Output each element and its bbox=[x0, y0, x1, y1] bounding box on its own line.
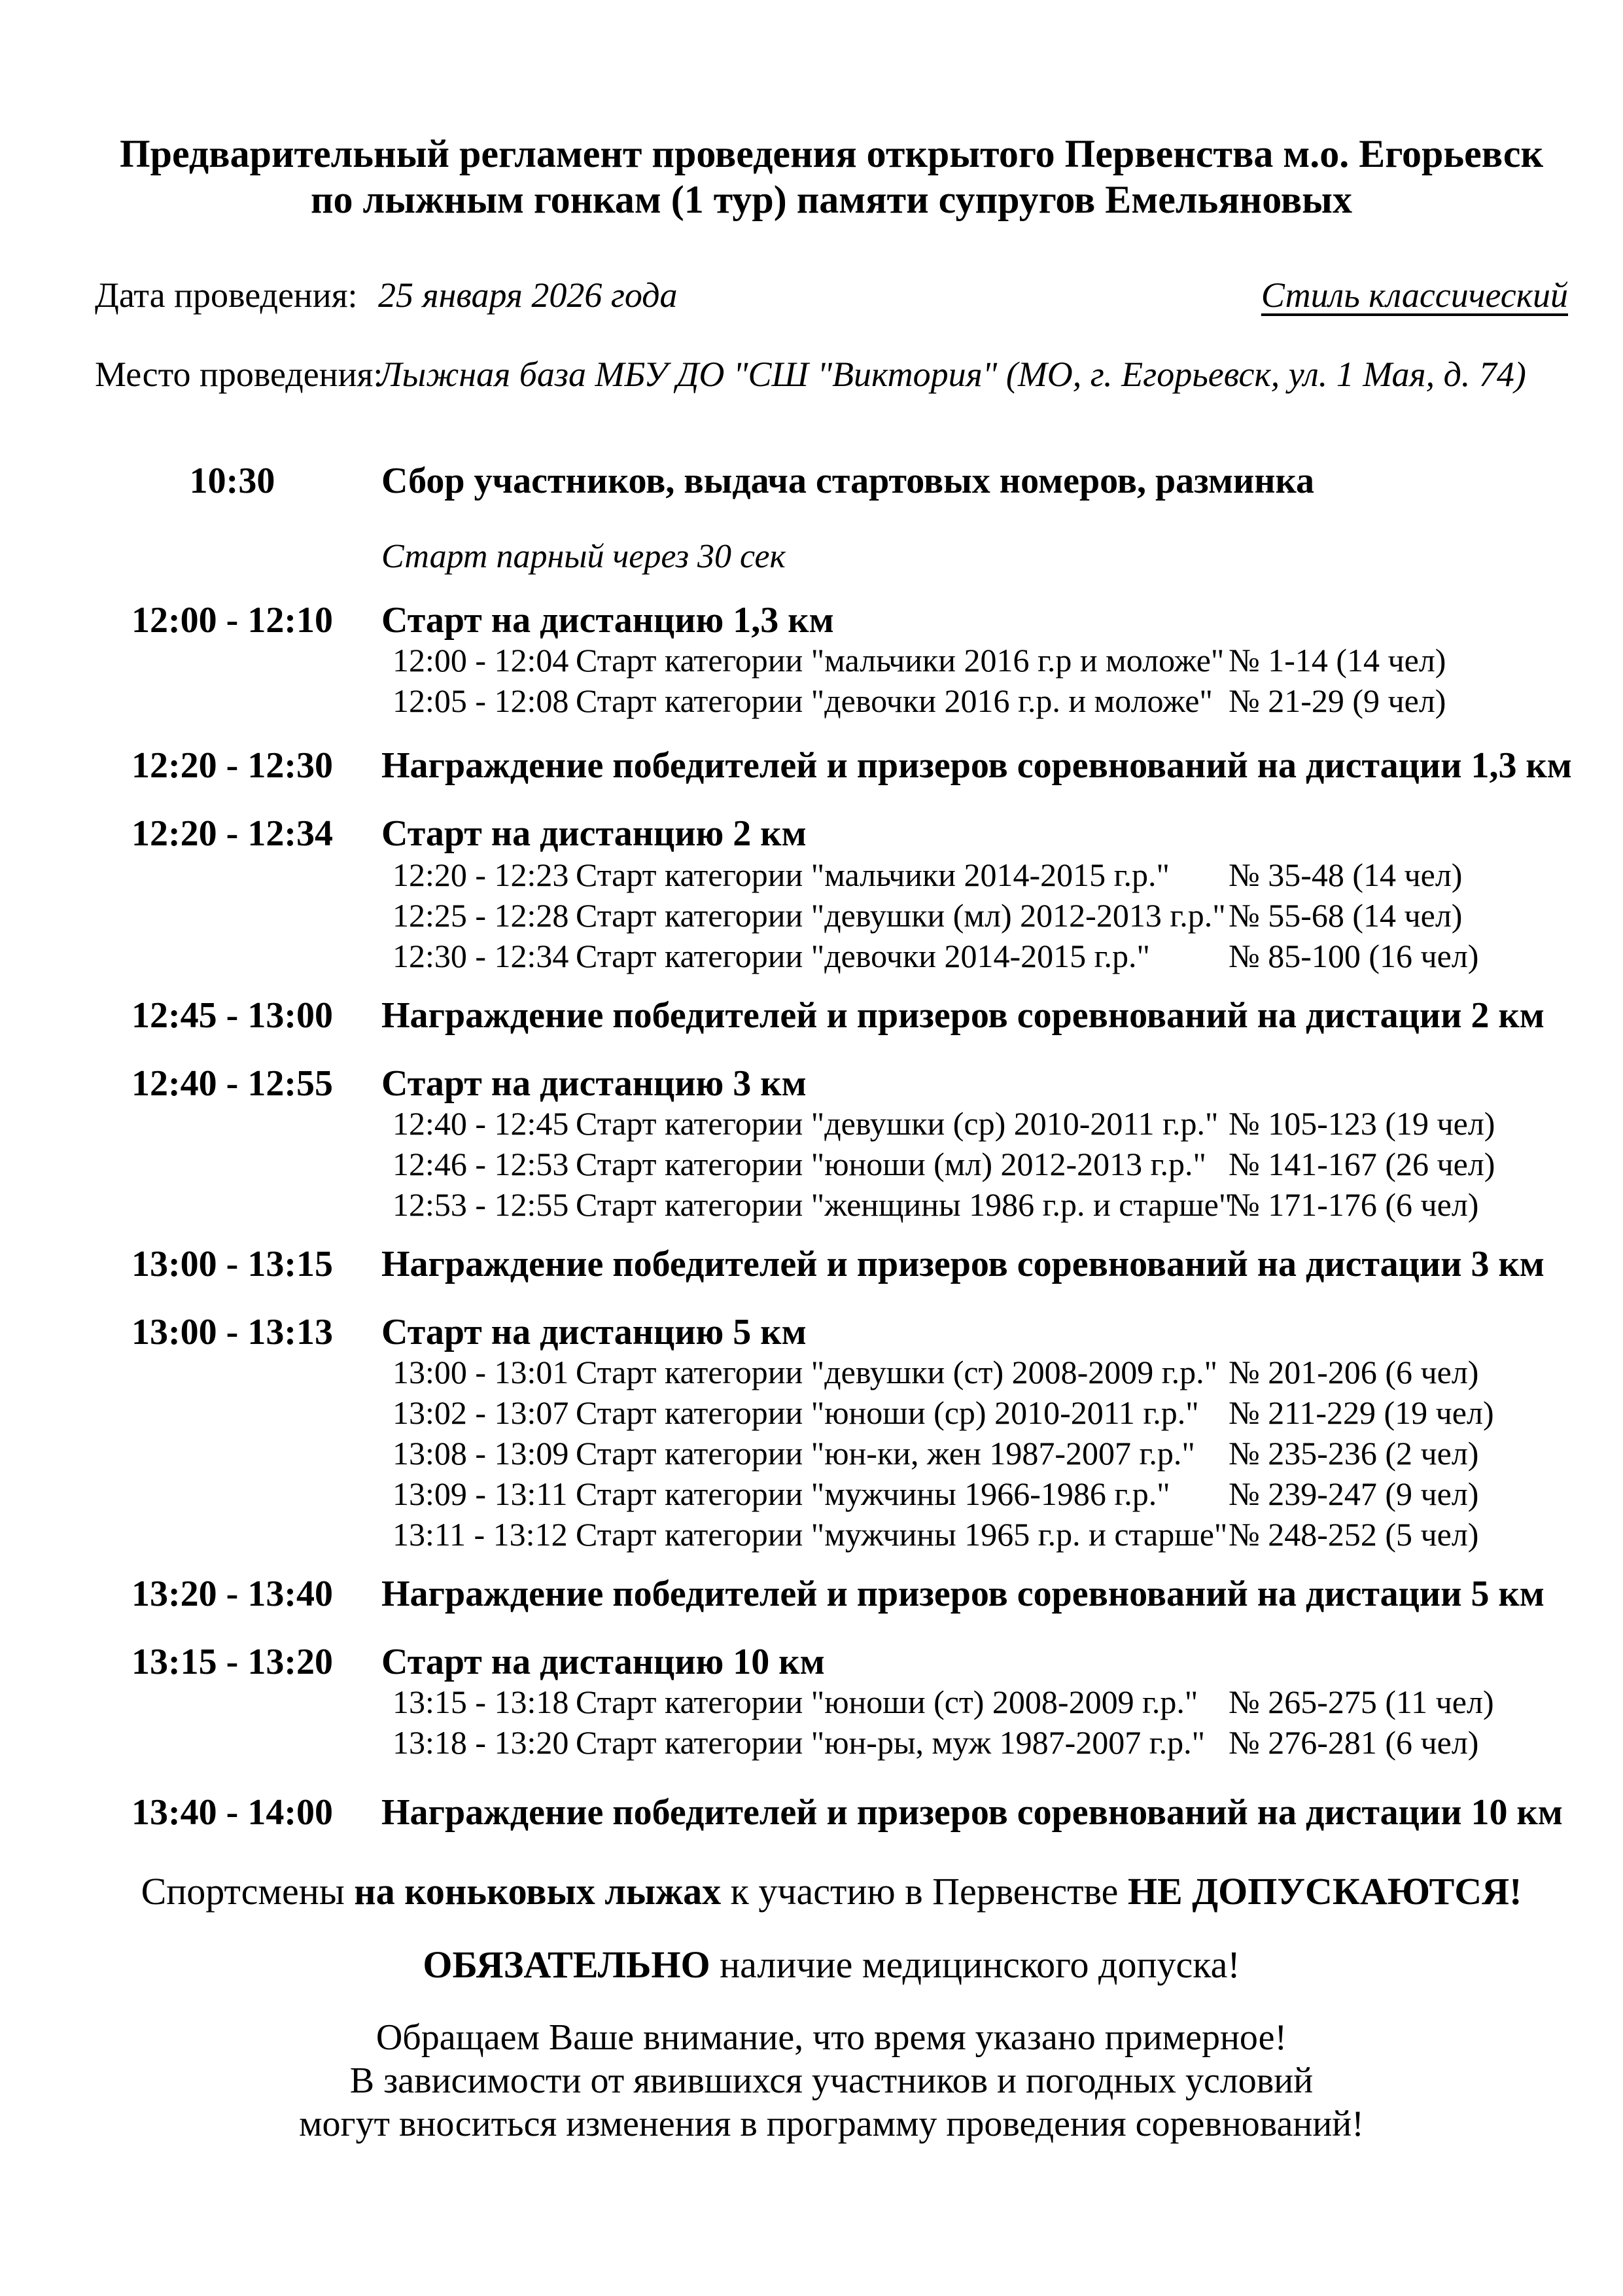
event-time: 13:20 - 13:40 bbox=[131, 1574, 333, 1614]
bib-numbers: № 265-275 (11 чел) bbox=[1229, 1684, 1494, 1720]
event-title: Старт на дистанцию 5 км bbox=[381, 1312, 807, 1352]
event-title: Старт на дистанцию 10 км bbox=[381, 1642, 825, 1682]
event-time: 13:00 - 13:13 bbox=[131, 1312, 333, 1352]
warning-text-bold: НЕ ДОПУСКАЮТСЯ! bbox=[1127, 1870, 1522, 1913]
warning-text-bold: ОБЯЗАТЕЛЬНО bbox=[423, 1943, 710, 1986]
event-time: 12:00 - 12:10 bbox=[131, 600, 333, 641]
category-time: 13:02 - 13:07 bbox=[393, 1394, 569, 1431]
event-title: Награждение победителей и призеров соревнований на дистации 10 км bbox=[381, 1792, 1563, 1833]
category-name: Старт категории "юноши (мл) 2012-2013 г.р." bbox=[576, 1146, 1206, 1182]
category-time: 13:11 - 13:12 bbox=[393, 1516, 568, 1553]
event-time: 12:20 - 12:34 bbox=[131, 813, 333, 854]
start-category-row bbox=[393, 1106, 1570, 1142]
bib-numbers: № 239-247 (9 чел) bbox=[1229, 1475, 1479, 1512]
bib-numbers: № 105-123 (19 чел) bbox=[1229, 1105, 1495, 1142]
warning-text: Спортсмены bbox=[141, 1870, 355, 1913]
venue-label: Место проведения: bbox=[95, 355, 383, 394]
category-time: 12:25 - 12:28 bbox=[393, 897, 569, 934]
event-time: 12:20 - 12:30 bbox=[131, 745, 333, 786]
category-time: 12:46 - 12:53 bbox=[393, 1146, 569, 1182]
schedule-row-start-10km bbox=[95, 1642, 1568, 1683]
event-title: Награждение победителей и призеров соревнований на дистации 2 км bbox=[381, 995, 1544, 1036]
category-time: 12:00 - 12:04 bbox=[393, 642, 569, 679]
start-category-row bbox=[393, 1146, 1570, 1182]
category-name: Старт категории "девушки (ст) 2008-2009 г.р." bbox=[576, 1354, 1218, 1390]
bib-numbers: № 201-206 (6 чел) bbox=[1229, 1354, 1479, 1390]
event-title: Старт на дистанцию 2 км bbox=[381, 813, 807, 854]
schedule-row-start-5km bbox=[95, 1313, 1568, 1353]
venue-value: Лыжная база МБУ ДО "СШ "Виктория" (МО, г. Егорьевск, ул. 1 Мая, д. 74) bbox=[378, 355, 1526, 394]
bib-numbers: № 276-281 (6 чел) bbox=[1229, 1724, 1479, 1761]
category-name: Старт категории "девочки 2016 г.р. и моложе" bbox=[576, 682, 1213, 719]
category-time: 12:30 - 12:34 bbox=[393, 938, 569, 974]
date-value: 25 января 2026 года bbox=[378, 275, 678, 315]
bib-numbers: № 35-48 (14 чел) bbox=[1229, 857, 1463, 893]
bib-numbers: № 85-100 (16 чел) bbox=[1229, 938, 1479, 974]
start-category-row bbox=[393, 898, 1570, 934]
pair-start-note: Старт парный через 30 сек bbox=[381, 538, 786, 575]
category-name: Старт категории "юноши (ст) 2008-2009 г.р." bbox=[576, 1684, 1198, 1720]
start-category-row bbox=[393, 643, 1570, 679]
event-title: Награждение победителей и призеров соревнований на дистации 5 км bbox=[381, 1574, 1544, 1614]
bib-numbers: № 248-252 (5 чел) bbox=[1229, 1516, 1479, 1553]
bib-numbers: № 55-68 (14 чел) bbox=[1229, 897, 1463, 934]
bib-numbers: № 1-14 (14 чел) bbox=[1229, 642, 1446, 679]
schedule-row-award-1-3km bbox=[95, 745, 1572, 786]
bib-numbers: № 171-176 (6 чел) bbox=[1229, 1186, 1479, 1223]
conditions-note: В зависимости от явившихся участников и погодных условий bbox=[349, 2060, 1314, 2101]
event-title: Награждение победителей и призеров соревнований на дистации 1,3 км bbox=[381, 745, 1572, 786]
schedule-row-start-3km bbox=[95, 1064, 1568, 1104]
category-time: 13:08 - 13:09 bbox=[393, 1435, 569, 1472]
start-category-row bbox=[393, 1354, 1570, 1390]
category-name: Старт категории "девочки 2014-2015 г.р." bbox=[576, 938, 1150, 974]
event-time: 13:40 - 14:00 bbox=[131, 1792, 333, 1833]
category-name: Старт категории "юн-ки, жен 1987-2007 г.р." bbox=[576, 1435, 1195, 1472]
category-time: 13:18 - 13:20 bbox=[393, 1724, 569, 1761]
program-change-note: могут вноситься изменения в программу проведения соревнований! bbox=[299, 2104, 1364, 2144]
category-name: Старт категории "женщины 1986 г.р. и старше" bbox=[576, 1186, 1232, 1223]
category-name: Старт категории "мальчики 2016 г.р и моложе" bbox=[576, 642, 1225, 679]
category-time: 13:00 - 13:01 bbox=[393, 1354, 569, 1390]
event-title: Сбор участников, выдача стартовых номеров, разминка bbox=[381, 461, 1314, 501]
category-name: Старт категории "юноши (ср) 2010-2011 г.р." bbox=[576, 1394, 1199, 1431]
category-time: 12:20 - 12:23 bbox=[393, 857, 569, 893]
schedule-row-award-2km bbox=[95, 996, 1568, 1036]
bib-numbers: № 235-236 (2 чел) bbox=[1229, 1435, 1479, 1472]
schedule-row-award-10km bbox=[95, 1793, 1568, 1833]
event-time: 12:45 - 13:00 bbox=[131, 995, 333, 1036]
bib-numbers: № 211-229 (19 чел) bbox=[1229, 1394, 1494, 1431]
event-time: 12:40 - 12:55 bbox=[131, 1063, 333, 1104]
warning-text: наличие медицинского допуска! bbox=[710, 1943, 1240, 1986]
event-time: 13:00 - 13:15 bbox=[131, 1244, 333, 1284]
schedule-row-gathering bbox=[95, 461, 1568, 502]
category-name: Старт категории "мужчины 1966-1986 г.р." bbox=[576, 1475, 1170, 1512]
start-category-row bbox=[393, 857, 1570, 893]
approximate-time-note: Обращаем Ваше внимание, что время указано примерное! bbox=[375, 2017, 1287, 2058]
category-name: Старт категории "юн-ры, муж 1987-2007 г.р." bbox=[576, 1724, 1206, 1761]
start-category-row bbox=[393, 1187, 1570, 1223]
medical-clearance-warning bbox=[95, 1943, 1568, 1987]
bib-numbers: № 141-167 (26 чел) bbox=[1229, 1146, 1495, 1182]
category-name: Старт категории "девушки (мл) 2012-2013 г.р." bbox=[576, 897, 1226, 934]
start-category-row bbox=[393, 683, 1570, 719]
start-category-row bbox=[393, 1476, 1570, 1512]
start-category-row bbox=[393, 1436, 1570, 1472]
style-note: Стиль классический bbox=[1261, 275, 1568, 315]
start-category-row bbox=[393, 1395, 1570, 1431]
start-category-row bbox=[393, 1684, 1570, 1720]
category-time: 12:40 - 12:45 bbox=[393, 1105, 569, 1142]
warning-text-bold: на коньковых лыжах bbox=[354, 1870, 722, 1913]
schedule-row-award-3km bbox=[95, 1245, 1568, 1285]
category-time: 12:53 - 12:55 bbox=[393, 1186, 569, 1223]
start-category-row bbox=[393, 1517, 1570, 1553]
category-name: Старт категории "мальчики 2014-2015 г.р." bbox=[576, 857, 1170, 893]
event-title: Награждение победителей и призеров соревнований на дистации 3 км bbox=[381, 1244, 1544, 1284]
date-label: Дата проведения: bbox=[95, 275, 358, 315]
category-name: Старт категории "мужчины 1965 г.р. и старше" bbox=[576, 1516, 1228, 1553]
document-title bbox=[95, 131, 1568, 222]
event-time: 10:30 bbox=[189, 461, 275, 501]
schedule-row-start-1-3km bbox=[95, 601, 1568, 641]
no-skate-style-warning bbox=[95, 1870, 1568, 1914]
category-time: 13:15 - 13:18 bbox=[393, 1684, 569, 1720]
schedule-row-award-5km bbox=[95, 1574, 1568, 1615]
warning-text: к участию в Первенстве bbox=[721, 1870, 1128, 1913]
start-category-row bbox=[393, 1725, 1570, 1761]
event-time: 13:15 - 13:20 bbox=[131, 1642, 333, 1682]
category-time: 12:05 - 12:08 bbox=[393, 682, 569, 719]
schedule-row-start-2km bbox=[95, 814, 1568, 855]
start-category-row bbox=[393, 938, 1570, 974]
category-name: Старт категории "девушки (ср) 2010-2011 г.р." bbox=[576, 1105, 1219, 1142]
bib-numbers: № 21-29 (9 чел) bbox=[1229, 682, 1446, 719]
document-title-line1: Предварительный регламент проведения открытого Первенства м.о. Егорьевск bbox=[119, 132, 1544, 175]
category-time: 13:09 - 13:11 bbox=[393, 1475, 568, 1512]
event-title: Старт на дистанцию 1,3 км bbox=[381, 600, 834, 641]
document-title-line2: по лыжным гонкам (1 тур) памяти супругов Емельяновых bbox=[310, 178, 1353, 221]
event-title: Старт на дистанцию 3 км bbox=[381, 1063, 807, 1104]
